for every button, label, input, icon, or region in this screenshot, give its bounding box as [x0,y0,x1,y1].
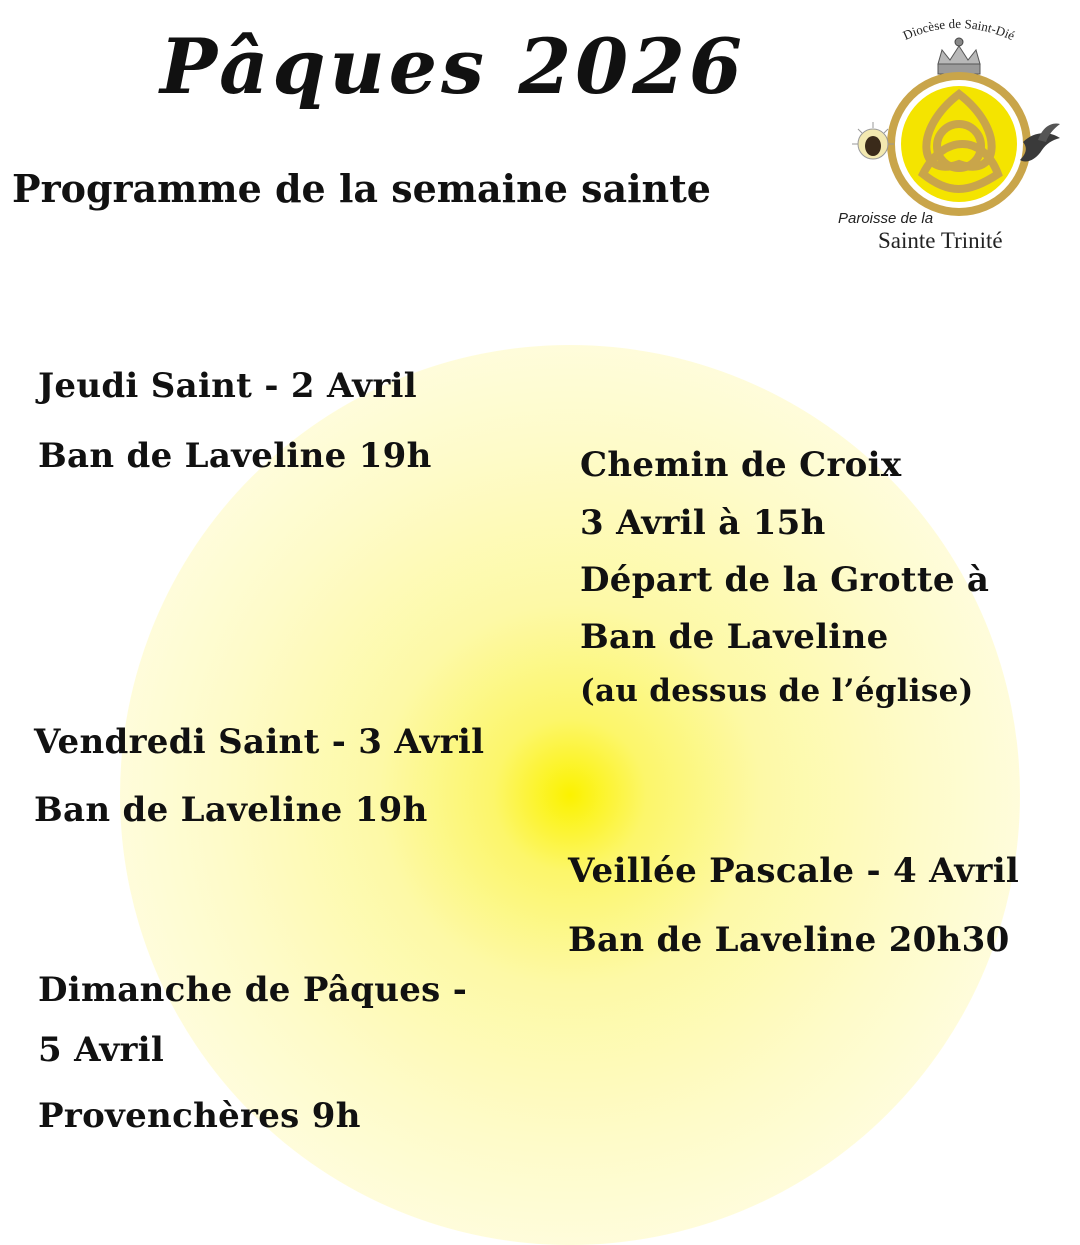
chemin-note: (au dessus de l’église) [580,673,974,709]
chemin-title: Chemin de Croix [580,445,902,485]
dimanche-place-time: Provenchères 9h [38,1096,361,1136]
crown-icon [938,38,980,74]
vendredi-place-time: Ban de Laveline 19h [34,790,428,830]
chemin-place: Ban de Laveline [580,617,889,657]
chemin-departure: Départ de la Grotte à [580,560,990,600]
chemin-date-time: 3 Avril à 15h [580,503,826,543]
parish-line-1: Paroisse de la [838,210,934,227]
dimanche-title-line-1: Dimanche de Pâques - [38,970,468,1010]
jeudi-title: Jeudi Saint - 2 Avril [38,366,417,406]
veillee-place-time: Ban de Laveline 20h30 [568,920,1010,960]
diocese-label: Diocèse de Saint-Dié [900,15,1018,44]
dimanche-title-line-2: 5 Avril [38,1030,165,1070]
jeudi-place-time: Ban de Laveline 19h [38,436,432,476]
veillee-title: Veillée Pascale - 4 Avril [568,851,1020,891]
vendredi-title: Vendredi Saint - 3 Avril [34,722,485,762]
page-subtitle: Programme de la semaine sainte [12,166,711,211]
parish-logo [838,14,1074,264]
page-title: Pâques 2026 [160,22,746,111]
parish-line-2: Sainte Trinité [878,228,1003,253]
